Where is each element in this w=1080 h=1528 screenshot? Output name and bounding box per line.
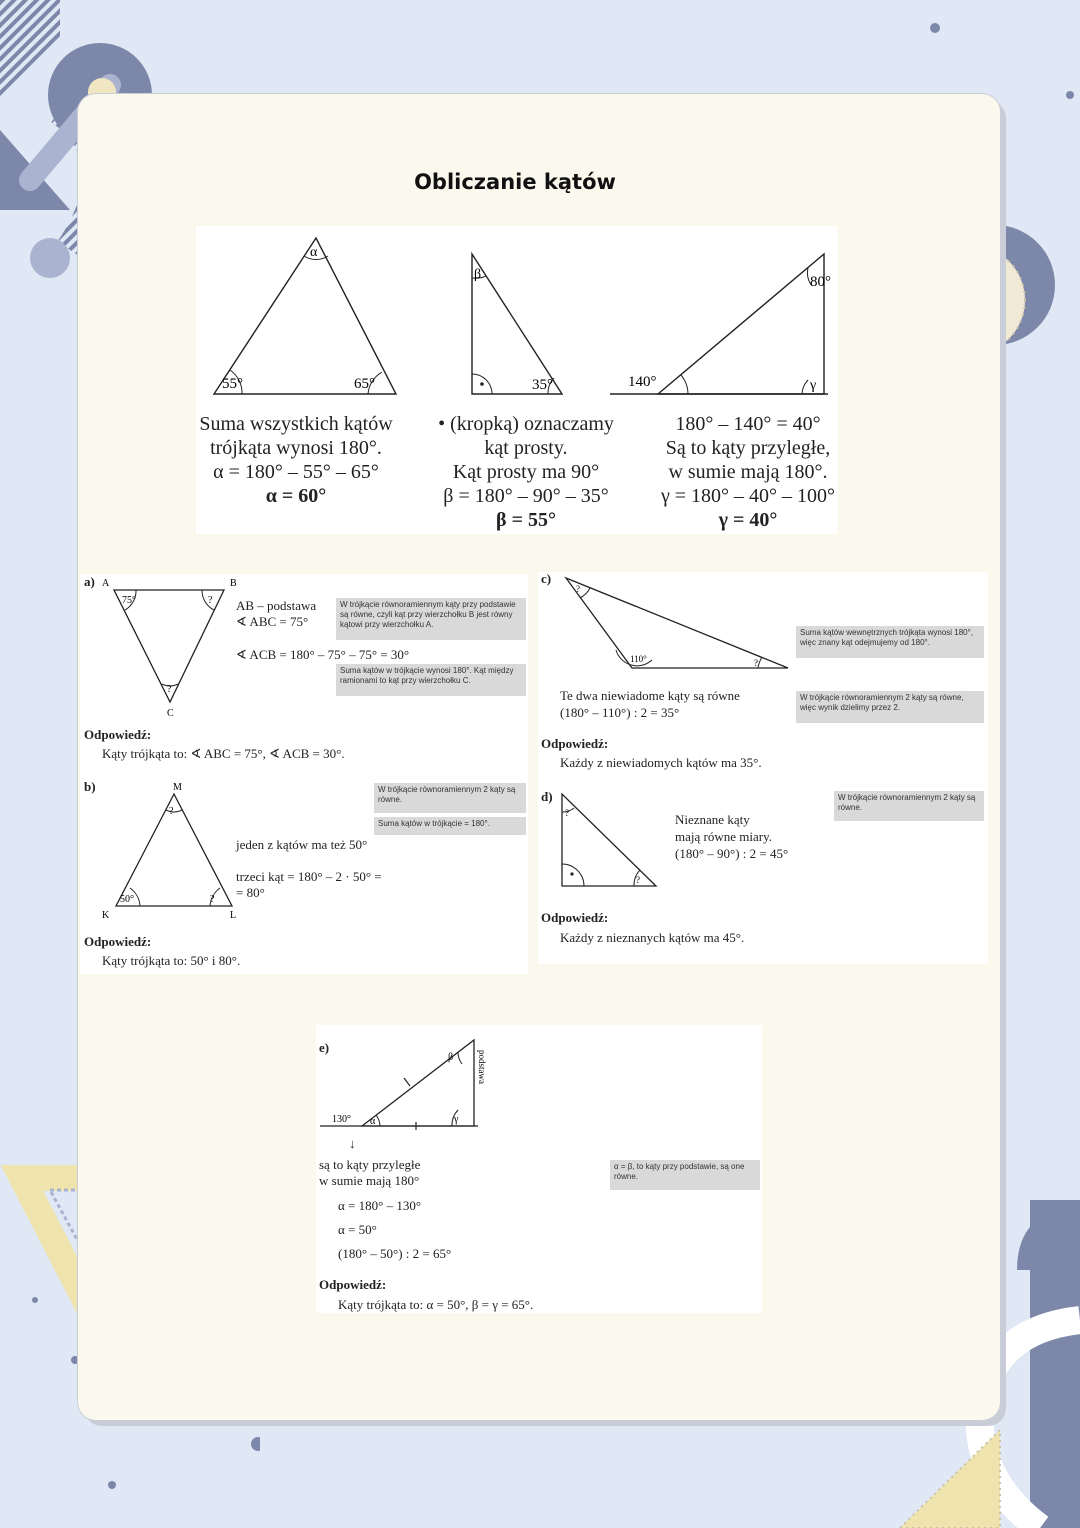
e-angle-gamma: γ bbox=[454, 1114, 459, 1125]
triangle-figure-1 bbox=[196, 226, 838, 401]
c-line: (180° – 110°) : 2 = 35° bbox=[560, 705, 680, 720]
b-note-2: Suma kątów w trójkącie = 180°. bbox=[374, 817, 526, 835]
b-angle-q1: ? bbox=[169, 806, 174, 817]
c-angle-110: 110° bbox=[630, 654, 647, 664]
b-letter: b) bbox=[84, 779, 96, 794]
a-note-2: Suma kątów w trójkącie wynosi 180°. Kąt między ramionami to kąt przy wierzchołku C. bbox=[336, 664, 526, 696]
t1-explanation bbox=[196, 412, 396, 508]
b-answer-label: Odpowiedź: bbox=[84, 934, 152, 949]
a-line: AB – podstawa bbox=[236, 598, 317, 613]
c-answer: Każdy z niewiadomych kątów ma 35°. bbox=[560, 755, 762, 770]
a-line: ∢ ABC = 75° bbox=[236, 614, 309, 629]
e-line: (180° – 50°) : 2 = 65° bbox=[338, 1246, 452, 1261]
c-angle-q2: ? bbox=[754, 658, 758, 668]
c-line: Te dwa niewiadome kąty są równe bbox=[560, 688, 740, 703]
t1-angle-alpha: α bbox=[310, 245, 318, 260]
t2-angle-beta: β bbox=[474, 267, 482, 282]
a-note-1: W trójkącie równoramiennym kąty przy podstawie są równe, czyli kąt przy wierzchołku B jest równy kątowi przy wierzchołku A. bbox=[336, 598, 526, 640]
t2-angle-35: 35° bbox=[532, 377, 553, 393]
e-answer: Kąty trójkąta to: α = 50°, β = γ = 65°. bbox=[338, 1297, 534, 1312]
e-angle-alpha: α bbox=[370, 1116, 376, 1127]
t2-explanation bbox=[426, 412, 626, 532]
t3-line: γ = 180° – 40° – 100° bbox=[660, 485, 836, 507]
a-letter: a) bbox=[84, 574, 95, 589]
t1-line: α = 180° – 55° – 65° bbox=[213, 461, 379, 483]
t3-angle-80: 80° bbox=[810, 274, 831, 290]
d-triangle bbox=[556, 790, 666, 890]
e-note-1: α = β, to kąty przy podstawie, są one równe. bbox=[610, 1160, 760, 1190]
d-line: Nieznane kąty bbox=[675, 812, 750, 827]
e-line: α = 50° bbox=[338, 1222, 377, 1237]
t3-angle-gamma: γ bbox=[810, 378, 817, 393]
e-angle-beta: β bbox=[448, 1052, 454, 1063]
e-line: α = 180° – 130° bbox=[338, 1198, 422, 1213]
c-letter: c) bbox=[541, 571, 552, 586]
c-answer-label: Odpowiedź: bbox=[541, 736, 609, 751]
d-line: mają równe miary. bbox=[675, 829, 772, 844]
t2-line: • (kropką) oznaczamy bbox=[438, 413, 614, 435]
a-answer: Kąty trójkąta to: ∢ ABC = 75°, ∢ ACB = 30°. bbox=[102, 746, 345, 761]
c-triangle bbox=[556, 572, 796, 676]
a-line: ∢ ACB = 180° – 75° – 75° = 30° bbox=[236, 647, 410, 662]
b-note-1: W trójkącie równoramiennym 2 kąty są równe. bbox=[374, 783, 526, 813]
e-line: są to kąty przyległe bbox=[319, 1157, 421, 1172]
t2-line: kąt prosty. bbox=[484, 437, 568, 459]
t1-result: α = 60° bbox=[265, 485, 327, 507]
t1-line: Suma wszystkich kątów bbox=[199, 413, 393, 435]
b-line: trzeci kąt = 180° – 2 · 50° = bbox=[236, 869, 382, 884]
t3-line: w sumie mają 180°. bbox=[668, 461, 828, 483]
e-side-label: podstawa bbox=[477, 1050, 487, 1084]
d-line: (180° – 90°) : 2 = 45° bbox=[675, 846, 789, 861]
a-vertex-B: B bbox=[230, 578, 237, 589]
b-line: = 80° bbox=[236, 885, 265, 900]
t3-result: γ = 40° bbox=[718, 509, 778, 531]
e-line: w sumie mają 180° bbox=[319, 1173, 420, 1188]
e-arrow: ↓ bbox=[349, 1136, 356, 1151]
d-note-1: W trójkącie równoramiennym 2 kąty są równe. bbox=[834, 791, 984, 821]
t1-angle-55: 55° bbox=[222, 376, 243, 392]
a-vertex-A: A bbox=[102, 578, 110, 589]
b-angle-50: 50° bbox=[120, 894, 134, 905]
b-angle-q2: ? bbox=[210, 894, 215, 905]
a-vertex-C: C bbox=[167, 708, 174, 719]
page-title: Obliczanie kątów bbox=[414, 170, 616, 194]
a-triangle bbox=[96, 574, 246, 724]
c-note-1: Suma kątów wewnętrznych trójkąta wynosi 180°, więc znany kąt odejmujemy od 180°. bbox=[796, 626, 984, 658]
b-line: jeden z kątów ma też 50° bbox=[236, 837, 368, 852]
b-triangle bbox=[96, 778, 246, 920]
a-angle-75: 75° bbox=[122, 595, 136, 606]
d-angle-q1: ? bbox=[565, 808, 569, 818]
b-vertex-L: L bbox=[230, 910, 237, 920]
b-vertex-K: K bbox=[102, 910, 110, 920]
a-angle-q1: ? bbox=[208, 595, 213, 606]
d-answer-label: Odpowiedź: bbox=[541, 910, 609, 925]
c-angle-q1: ? bbox=[576, 584, 580, 594]
t2-line: Kąt prosty ma 90° bbox=[452, 461, 600, 483]
d-answer: Każdy z nieznanych kątów ma 45°. bbox=[560, 930, 745, 945]
e-angle-130: 130° bbox=[332, 1114, 351, 1125]
a-answer-label: Odpowiedź: bbox=[84, 727, 152, 742]
e-answer-label: Odpowiedź: bbox=[319, 1277, 387, 1292]
a-angle-q2: ? bbox=[167, 684, 172, 695]
e-letter: e) bbox=[319, 1040, 330, 1055]
b-answer: Kąty trójkąta to: 50° i 80°. bbox=[102, 953, 241, 968]
c-note-2: W trójkącie równoramiennym 2 kąty są równe, więc wynik dzielimy przez 2. bbox=[796, 691, 984, 723]
t3-angle-140: 140° bbox=[628, 374, 657, 390]
t1-line: trójkąta wynosi 180°. bbox=[210, 437, 382, 459]
t3-line: 180° – 140° = 40° bbox=[675, 413, 821, 435]
t2-line: β = 180° – 90° – 35° bbox=[443, 485, 609, 507]
t1-angle-65: 65° bbox=[354, 376, 375, 392]
e-triangle bbox=[318, 1030, 498, 1130]
t2-result: β = 55° bbox=[496, 509, 556, 531]
d-letter: d) bbox=[541, 789, 553, 804]
b-vertex-M: M bbox=[173, 782, 182, 793]
t3-line: Są to kąty przyległe, bbox=[665, 437, 831, 459]
d-angle-q2: ? bbox=[636, 875, 640, 885]
t3-explanation bbox=[640, 412, 856, 532]
